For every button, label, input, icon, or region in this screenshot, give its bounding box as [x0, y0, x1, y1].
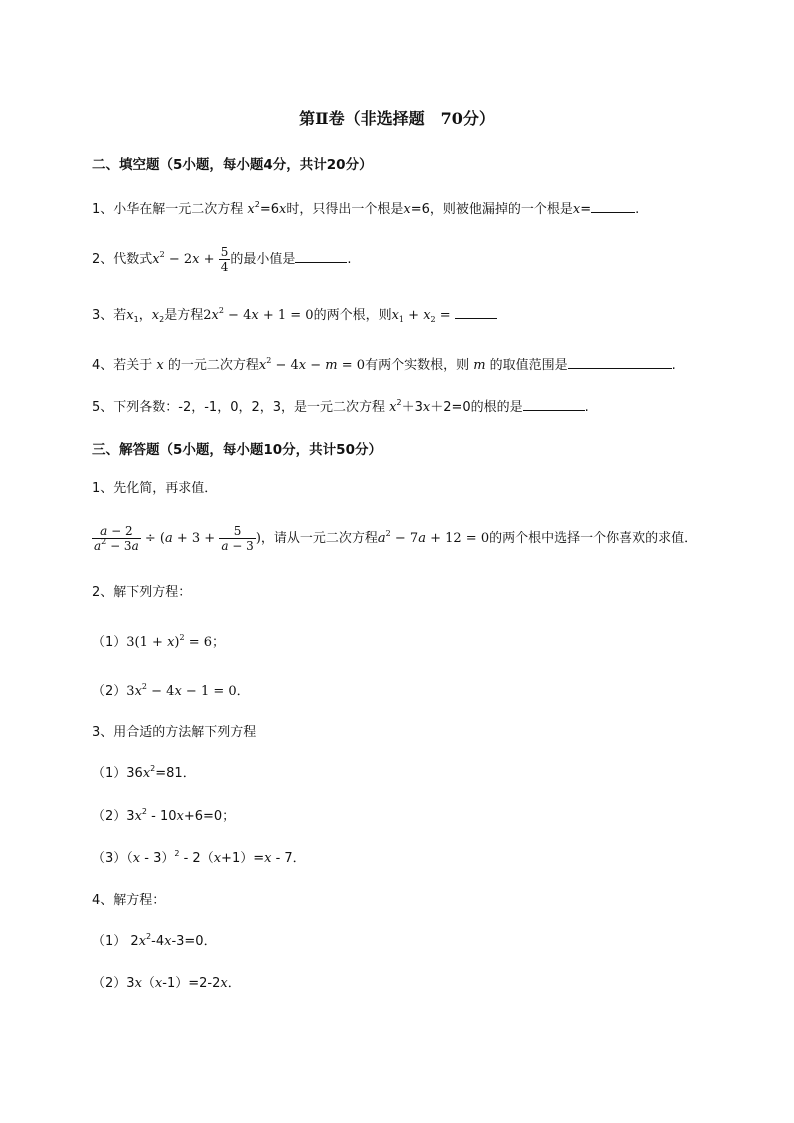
section-heading-solve: 三、解答题（5小题，每小题10分，共计50分） — [92, 442, 382, 458]
question-1: 1、小华在解一元二次方程 $x^2=6x$时，只得出一个根是x=6，则被他漏掉的一个根是x= . — [92, 200, 640, 217]
problem-2-part-2: $(2)3x^2 - 4x - 1 = 0$． — [92, 682, 250, 699]
question-number: 3、 — [92, 308, 114, 323]
answer-blank[interactable] — [295, 250, 347, 263]
question-number: 1、 — [92, 202, 114, 217]
question-number: 1、 — [92, 481, 114, 496]
question-number: 4、 — [92, 358, 114, 373]
problem-1-expression: $\frac{a - 2}{a^2 - 3a}$ ÷ (a + 3 + $\frac{5}{a - 3}$ )，请从一元二次方程$a^2 - 7a + 12 = 0$的两个根中选择一个你喜欢的求值． — [94, 524, 698, 553]
problem-3-part-1: $(1)36x^2=81$． — [92, 764, 196, 781]
problem-3-part-2: $(2)3x^2 - 10x+6=0$； — [92, 807, 236, 824]
question-number: 2、 — [92, 585, 114, 600]
answer-blank[interactable] — [591, 200, 635, 213]
fraction-5-4: $\frac{5}{4}$ — [220, 245, 229, 274]
page-title: 第Ⅱ卷（非选择题 70分） — [299, 109, 495, 128]
question-3: 3、若$x_1$，$x_2$是方程$2x^2 - 4x + 1 = 0$的两个根，则$x_1 + x_2$ = — [92, 306, 497, 325]
section-heading-fill-in: 二、填空题（5小题，每小题4分，共计20分） — [92, 157, 373, 173]
problem-2-part-1: $(1)3(1 + x)^2 = 6$； — [92, 633, 226, 650]
answer-blank[interactable] — [455, 306, 497, 319]
problem-3-prompt: 3、用合适的方法解下列方程 — [92, 725, 257, 740]
question-5: 5、下列各数：-2，-1，0，2，3，是一元二次方程 $x^2+3x+2=0$的根的是 . — [92, 398, 589, 415]
fraction-a-minus-2: $\frac{a - 2}{a^2 - 3a}$ — [94, 524, 139, 553]
problem-4-part-2: （2）3x（x-1）=2-2x． — [92, 976, 241, 991]
question-number: 4、 — [92, 893, 114, 908]
fraction-5-over-a-3: $\frac{5}{a - 3}$ — [221, 524, 254, 553]
problem-4-part-1: （1） $2x^2-4x-3=0$． — [92, 932, 217, 949]
question-number: 2、 — [92, 252, 114, 267]
problem-2-prompt: 2、解下列方程： — [92, 585, 192, 600]
problem-1-prompt: 1、先化简，再求值． — [92, 481, 218, 496]
question-number: 5、 — [92, 400, 114, 415]
question-4: 4、若关于 x 的一元二次方程$x^2 - 4x - m = 0$有两个实数根，则 m 的取值范围是 . — [92, 356, 676, 373]
problem-3-part-3: （3）（x - 3）$^2$ - 2（x+1）=x - 7． — [92, 849, 306, 866]
problem-4-prompt: 4、解方程： — [92, 893, 166, 908]
question-2: 2、代数式$x^2 - 2x$ + $\frac{5}{4}$ 的最小值是 . — [92, 245, 352, 274]
question-number: 3、 — [92, 725, 114, 740]
answer-blank[interactable] — [523, 398, 585, 411]
answer-blank[interactable] — [568, 356, 672, 369]
